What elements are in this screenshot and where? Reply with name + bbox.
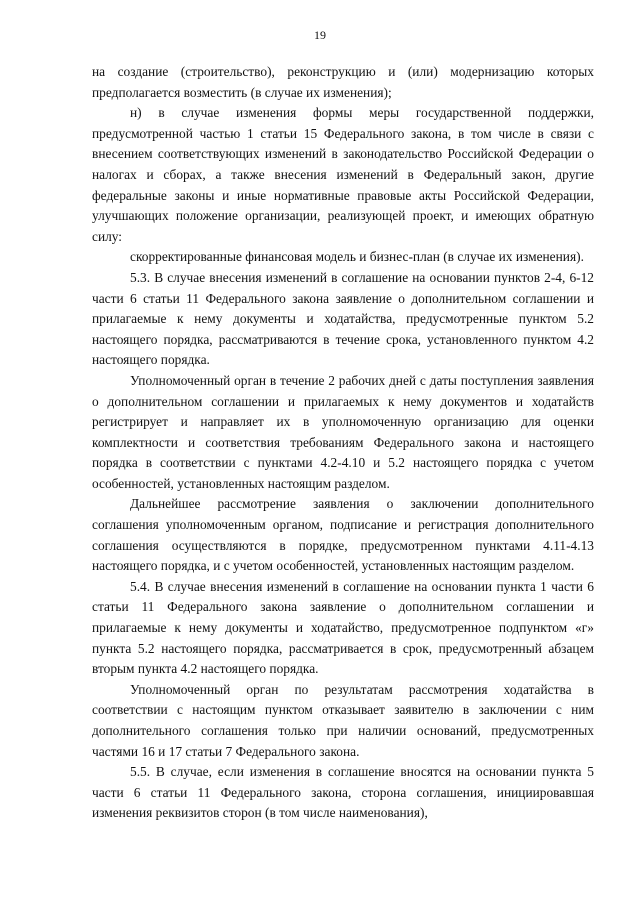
document-body [92, 62, 594, 824]
page-number: 19 [314, 28, 326, 42]
paragraph: Дальнейшее рассмотрение заявления о заключении дополнительного соглашения уполномоченным органом, подписание и регистрация дополнительного соглашения осуществляются в порядке, предусмотренном пунктами 4.11-4.13 настоящего порядка, и с учетом особенностей, установленных настоящим разделом. [92, 496, 594, 574]
paragraph-list-item: скорректированные финансовая модель и бизнес-план (в случае их изменения). [130, 249, 584, 265]
paragraph: на создание (строительство), реконструкцию и (или) модернизацию которых предполагается возместить (в случае их изменения); [92, 64, 594, 100]
paragraph: 5.4. В случае внесения изменений в соглашение на основании пункта 1 части 6 статьи 11 Федерального закона заявление о дополнительном соглашении и прилагаемые к нему документы и ходатайство, предусмотренное подпунктом «г» пункта 5.2 настоящего порядка, рассматривается в срок, предусмотренный абзацем вторым пункта 4.2 настоящего порядка. [92, 578, 594, 677]
paragraph: 5.5. В случае, если изменения в соглашение вносятся на основании пункта 5 части 6 статьи 11 Федерального закона, сторона соглашения, инициировавшая изменения реквизитов сторон (в том числе наименования), [92, 764, 594, 821]
paragraph: 5.3. В случае внесения изменений в соглашение на основании пунктов 2-4, 6-12 части 6 статьи 11 Федерального закона заявление о дополнительном соглашении и прилагаемые к нему документы и ходатайства, предусмотренные пунктом 5.2 настоящего порядка, рассматриваются в течение срока, установленного пунктом 4.2 настоящего порядка. [92, 269, 594, 368]
paragraph: Уполномоченный орган по результатам рассмотрения ходатайства в соответствии с настоящим пунктом отказывает заявителю в заключении с ним дополнительного соглашения только при наличии оснований, предусмотренных частями 16 и 17 статьи 7 Федерального закона. [92, 681, 594, 759]
paragraph: н) в случае изменения формы меры государственной поддержки, предусмотренной частью 1 статьи 15 Федерального закона, в том числе в связи с внесением соответствующих изменений в законодательство Российской Федерации о налогах и сборах, а также внесения изменений в Федеральный закон, другие федеральные законы и иные нормативные правовые акты Российской Федерации, улучшающих положение организации, реализующей проект, и имеющих обратную силу: [92, 105, 594, 244]
paragraph: Уполномоченный орган в течение 2 рабочих дней с даты поступления заявления о дополнительном соглашении и прилагаемых к нему документов и ходатайств регистрирует и направляет их в уполномоченную организацию для оценки комплектности и соответствия требованиям Федерального закона и настоящего порядка в соответствии с пунктами 4.2-4.10 и 5.2 настоящего порядка с учетом особенностей, установленных настоящим разделом. [92, 372, 594, 491]
